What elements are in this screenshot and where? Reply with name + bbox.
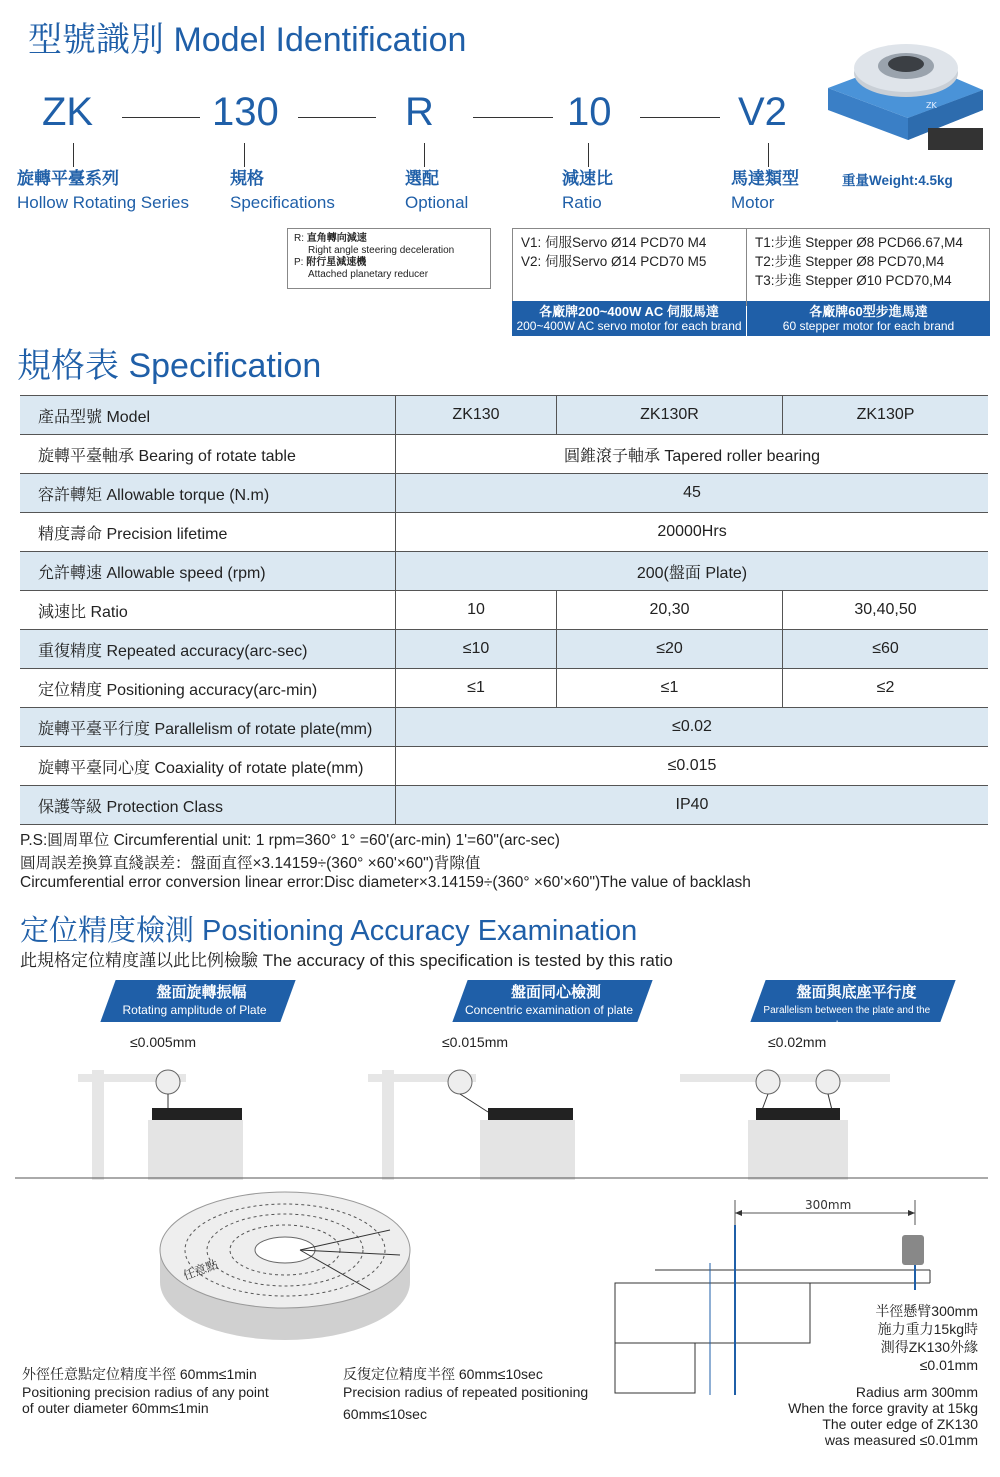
- code-dash: [298, 117, 376, 118]
- cell: 圓錐滾子軸承 Tapered roller bearing: [396, 435, 989, 474]
- cell: ≤0.02: [396, 708, 989, 747]
- row-label: 定位精度 Positioning accuracy(arc-min): [20, 669, 396, 708]
- cell: ≤60: [783, 630, 989, 669]
- table-row: [20, 396, 988, 435]
- label-spec: 規格 Specifications: [230, 169, 335, 212]
- test-illustrations: [0, 1050, 1000, 1180]
- code-tick: [768, 143, 769, 167]
- row-label: 旋轉平臺同心度 Coaxiality of rotate plate(mm): [20, 747, 396, 786]
- row-label: 容許轉矩 Allowable torque (N.m): [20, 474, 396, 513]
- cell: ≤10: [396, 630, 557, 669]
- code-motor: V2: [738, 90, 787, 134]
- cell: IP40: [396, 786, 989, 825]
- table-row: [20, 513, 988, 552]
- spec-table: [20, 395, 988, 825]
- row-label: 精度壽命 Precision lifetime: [20, 513, 396, 552]
- label-optional: 選配 Optional: [405, 169, 469, 212]
- accuracy-section-title: 定位精度檢測 Positioning Accuracy Examination: [20, 915, 638, 947]
- note-line: P.S:圓周單位 Circumferential unit: 1 rpm=360° 1° =60'(arc-min) 1'=60"(arc-sec): [20, 832, 560, 849]
- caption-right-zh: 半徑懸臂300mm 施力重力15kg時 測得ZK130外緣 ≤0.01mm: [875, 1303, 978, 1373]
- code-dash: [473, 117, 553, 118]
- table-row: [20, 669, 988, 708]
- note-line: 圓周誤差換算直綫誤差：盤面直徑×3.14159÷(360° ×60'×60")背隙值: [20, 855, 481, 872]
- caption-left: 外徑任意點定位精度半徑 60mm≤1min Positioning precision radius of any point of outer diameter 60mm≤1min: [22, 1366, 269, 1416]
- label-ratio: 減速比 Ratio: [562, 169, 613, 212]
- dim-label: 300mm: [805, 1198, 852, 1212]
- stepper-bar: 各廠牌60型步進馬達 60 stepper motor for each brand: [747, 301, 990, 336]
- code-optional: R: [405, 90, 434, 134]
- note-line: Circumferential error conversion linear error:Disc diameter×3.14159÷(360° ×60'×60")The value of backlash: [20, 874, 751, 891]
- test-rig-concentric: [368, 1070, 575, 1180]
- row-label: 減速比 Ratio: [20, 591, 396, 630]
- code-dash: [122, 117, 200, 118]
- cell: 45: [396, 474, 989, 513]
- cell: 20000Hrs: [396, 513, 989, 552]
- cell: ≤0.015: [396, 747, 989, 786]
- accuracy-subtitle: 此規格定位精度謹以此比例檢驗 The accuracy of this specification is tested by this ratio: [20, 951, 673, 970]
- table-row: [20, 552, 988, 591]
- optional-box: R: 直角轉向減速 Right angle steering deceleration P: 附行星減速機 Attached planetary reducer: [287, 228, 491, 289]
- product-logo: ZK: [926, 101, 937, 110]
- table-row: [20, 747, 988, 786]
- cell: ZK130R: [557, 396, 783, 435]
- disc-label: 任意點: [181, 1257, 220, 1283]
- code-ratio: 10: [567, 90, 612, 134]
- disc-illustration: [150, 1180, 420, 1360]
- table-row: [20, 435, 988, 474]
- cell: ≤1: [396, 669, 557, 708]
- code-dash: [640, 117, 720, 118]
- tolerance-amplitude: ≤0.005mm: [130, 1034, 197, 1050]
- product-photo: [818, 18, 993, 158]
- table-row: [20, 786, 988, 825]
- cell: 200(盤面 Plate): [396, 552, 989, 591]
- stepper-box: T1:步進 Stepper Ø8 PCD66.67,M4 T2:步進 Stepper Ø8 PCD70,M4 T3:步進 Stepper Ø10 PCD70,M4: [746, 228, 990, 306]
- label-motor: 馬達類型 Motor: [731, 169, 799, 212]
- servo-box: V1: 伺服Servo Ø14 PCD70 M4 V2: 伺服Servo Ø14 PCD70 M5: [512, 228, 747, 306]
- test-badge-concentric: 盤面同心檢測 Concentric examination of plate: [452, 980, 652, 1022]
- cell: ≤20: [557, 630, 783, 669]
- code-tick: [424, 143, 425, 167]
- label-series: 旋轉平臺系列 Hollow Rotating Series: [17, 169, 189, 212]
- cell: ZK130P: [783, 396, 989, 435]
- row-label: 旋轉平臺平行度 Parallelism of rotate plate(mm): [20, 708, 396, 747]
- spec-section-title: 規格表 Specification: [17, 347, 322, 385]
- test-rig-parallelism: [680, 1070, 890, 1180]
- caption-middle: 反復定位精度半徑 60mm≤10sec Precision radius of repeated positioning 60mm≤10sec: [343, 1366, 589, 1422]
- tolerance-concentric: ≤0.015mm: [442, 1034, 509, 1050]
- row-label: 允許轉速 Allowable speed (rpm): [20, 552, 396, 591]
- row-label: 產品型號 Model: [20, 396, 396, 435]
- code-tick: [588, 143, 589, 167]
- test-rig-amplitude: [78, 1070, 243, 1180]
- cell: 10: [396, 591, 557, 630]
- test-badge-parallelism: 盤面與底座平行度 Parallelism between the plate and the base: [750, 980, 955, 1022]
- cell: ZK130: [396, 396, 557, 435]
- model-section-title: 型號識別 Model Identification: [28, 21, 467, 59]
- row-label: 重復精度 Repeated accuracy(arc-sec): [20, 630, 396, 669]
- table-row: [20, 591, 988, 630]
- cell: ≤1: [557, 669, 783, 708]
- code-tick: [73, 143, 74, 167]
- cell: 20,30: [557, 591, 783, 630]
- servo-bar: 各廠牌200~400W AC 伺服馬達 200~400W AC servo motor for each brand: [512, 301, 746, 336]
- test-badge-amplitude: 盤面旋轉振幅 Rotating amplitude of Plate: [100, 980, 295, 1022]
- caption-right-en: Radius arm 300mm When the force gravity at 15kg The outer edge of ZK130 was measured ≤0.01mm: [788, 1384, 978, 1448]
- code-spec: 130: [212, 90, 279, 134]
- row-label: 旋轉平臺軸承 Bearing of rotate table: [20, 435, 396, 474]
- row-label: 保護等級 Protection Class: [20, 786, 396, 825]
- tolerance-parallelism: ≤0.02mm: [768, 1034, 827, 1050]
- weight-label: 重量Weight:4.5kg: [842, 173, 953, 188]
- cell: ≤2: [783, 669, 989, 708]
- code-series: ZK: [42, 90, 94, 134]
- table-row: [20, 474, 988, 513]
- cell: 30,40,50: [783, 591, 989, 630]
- table-row: [20, 630, 988, 669]
- table-row: [20, 708, 988, 747]
- code-tick: [244, 143, 245, 167]
